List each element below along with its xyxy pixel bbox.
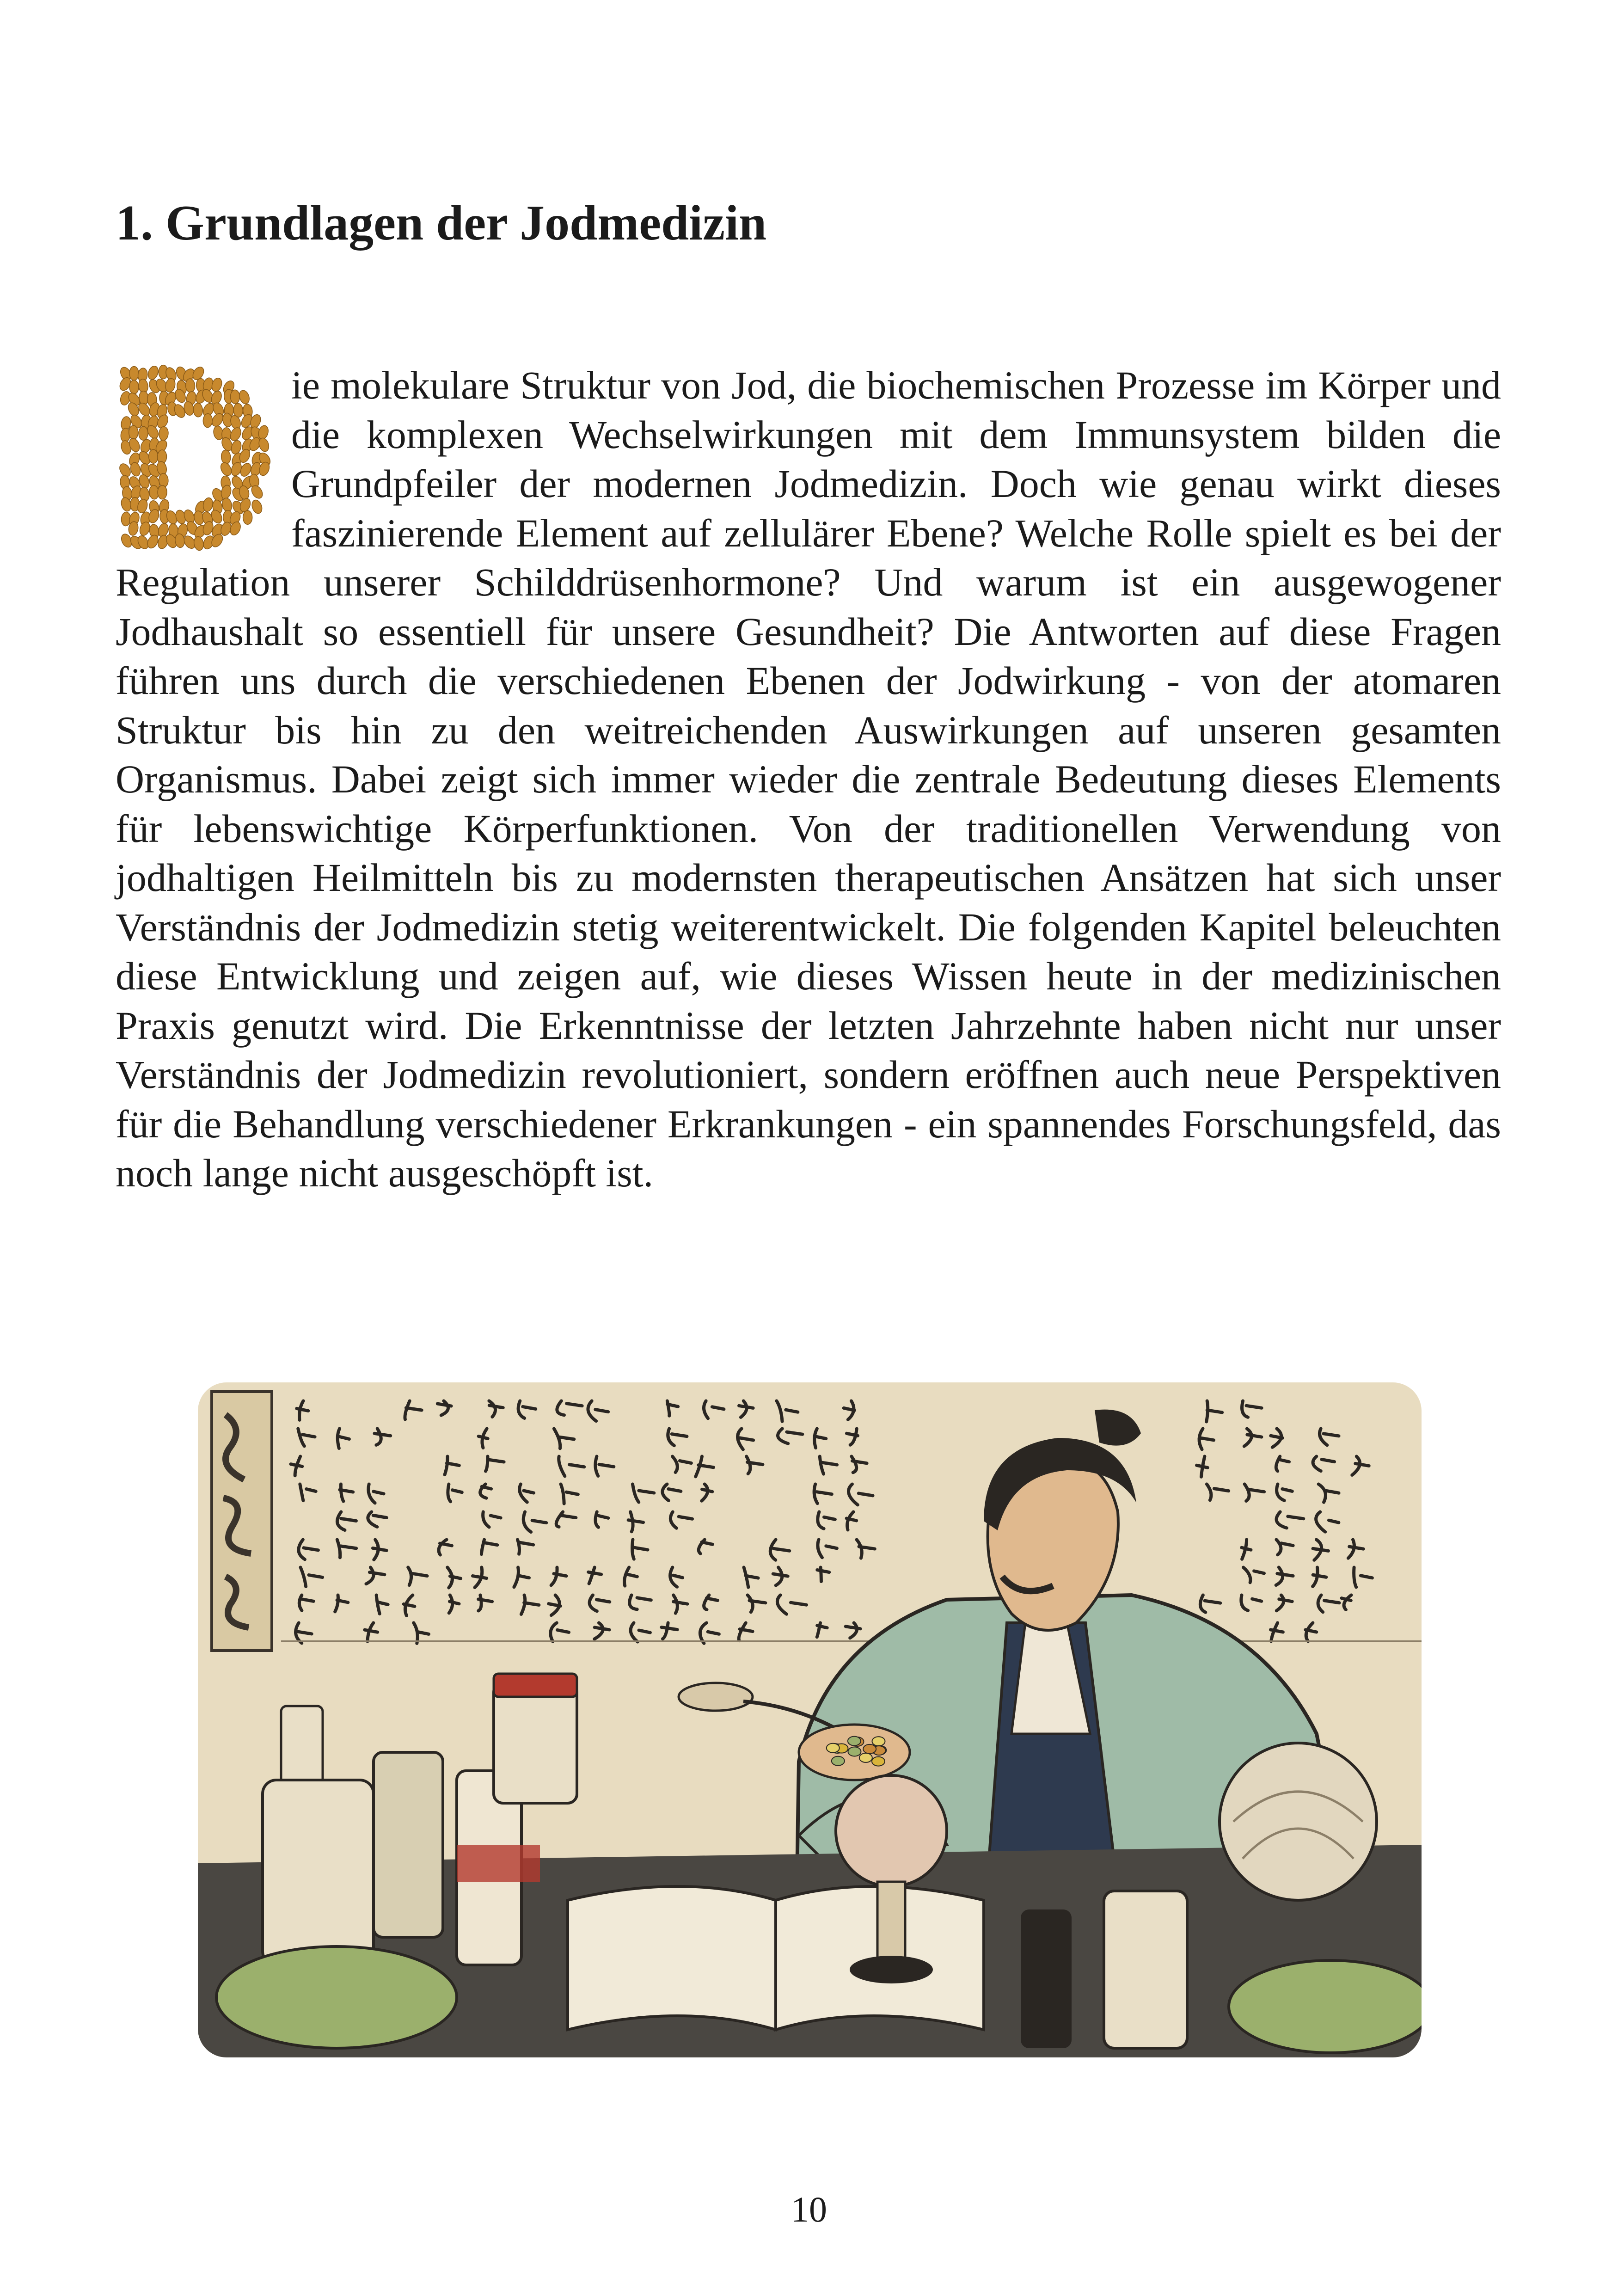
grain-letter-d-icon (116, 364, 277, 558)
chapter-title: 1. Grundlagen der Jodmedizin (116, 196, 767, 251)
glass-bottle (374, 1752, 443, 1937)
woodblock-apothecary-illustration (198, 1382, 1422, 2057)
topknot (1095, 1410, 1141, 1446)
body-paragraph (116, 361, 1501, 1198)
open-book (568, 1886, 984, 2030)
jar (263, 1780, 374, 1965)
herb-bowl (1229, 1960, 1422, 2053)
calligraphy-background (291, 1401, 1372, 1643)
apothecary-illustration (198, 1382, 1422, 2057)
drop-cap (116, 364, 277, 558)
body-text: ie molekulare Struktur von Jod, die biochemischen Prozesse im Körper und die komplexen Wechselwirkungen mit dem Immunsystem bilden die Grundpfeiler der modernen Jodmedizin. Doch wie genau wirkt dieses faszinierende Element auf zellulärer Ebene? Welche Rolle spielt es bei der Regulation unserer Schilddrüsenhormone? Und warum ist ein ausgewogener Jodhaushalt so essentiell für unsere Gesundheit? Die Antworten auf diese Fragen führen uns durch die verschiedenen Ebenen der Jodwirkung - von der atomaren Struktur bis hin zu den weitreichenden Auswirkungen auf unseren gesamten Organismus. Dabei zeigt sich immer wieder die zentrale Bedeutung dieses Elements für lebenswichtige Körperfunktionen. Von der traditionellen Verwendung von jodhaltigen Heilmitteln bis zu modernsten therapeutischen Ansätzen hat sich unser Verständnis der Jodmedizin stetig weiterentwickelt. Die folgenden Kapitel beleuchten diese Entwicklung und zeigen auf, wie dieses Wissen heute in der medizinischen Praxis genutzt wird. Die Erkenntnisse der letzten Jahrzehnte haben nicht nur unser Verständnis der Jodmedizin revolutioniert, sondern eröffnen auch neue Perspektiven für die Behandlung verschiedener Erkrankungen - ein spannendes Forschungsfeld, das noch lange nicht ausgeschöpft ist. (116, 363, 1501, 1195)
dark-bottle (1021, 1909, 1072, 2048)
title-plaque (212, 1392, 272, 1651)
cabbage (1220, 1743, 1377, 1900)
spoon (679, 1683, 753, 1711)
lettuce (216, 1946, 457, 2048)
lidded-jar (494, 1683, 577, 1803)
right-jar (1104, 1891, 1187, 2048)
page-number: 10 (791, 2189, 827, 2229)
